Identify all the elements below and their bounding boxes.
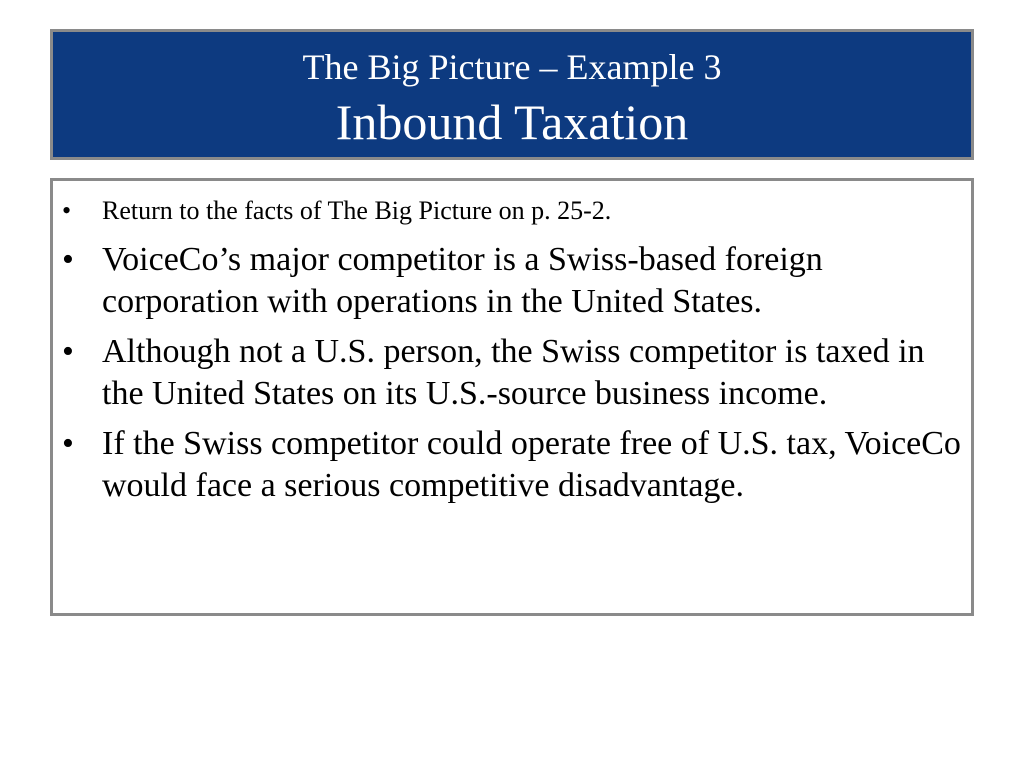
bullet-item [53,195,971,227]
bullet-item [53,239,971,323]
bullet-text: If the Swiss competitor could operate free of U.S. tax, VoiceCo would face a serious competitive disadvantage. [102,425,961,504]
bullet-item [53,423,971,507]
bullet-text: VoiceCo’s major competitor is a Swiss-based foreign corporation with operations in the United States. [102,241,823,320]
content-box [50,178,974,616]
slide-subtitle: Inbound Taxation [335,94,689,150]
bullet-icon: • [62,196,72,225]
title-box [50,29,974,160]
bullet-icon: • [62,425,74,462]
slide-title: The Big Picture – Example 3 [302,47,722,87]
bullet-text: Return to the facts of The Big Picture on p. 25-2. [102,196,612,225]
bullet-text: Although not a U.S. person, the Swiss competitor is taxed in the United States on its U.S.-source business income. [102,333,925,412]
bullet-icon: • [62,333,74,370]
bullet-list [53,195,971,515]
bullet-icon: • [62,241,74,278]
bullet-item [53,331,971,415]
